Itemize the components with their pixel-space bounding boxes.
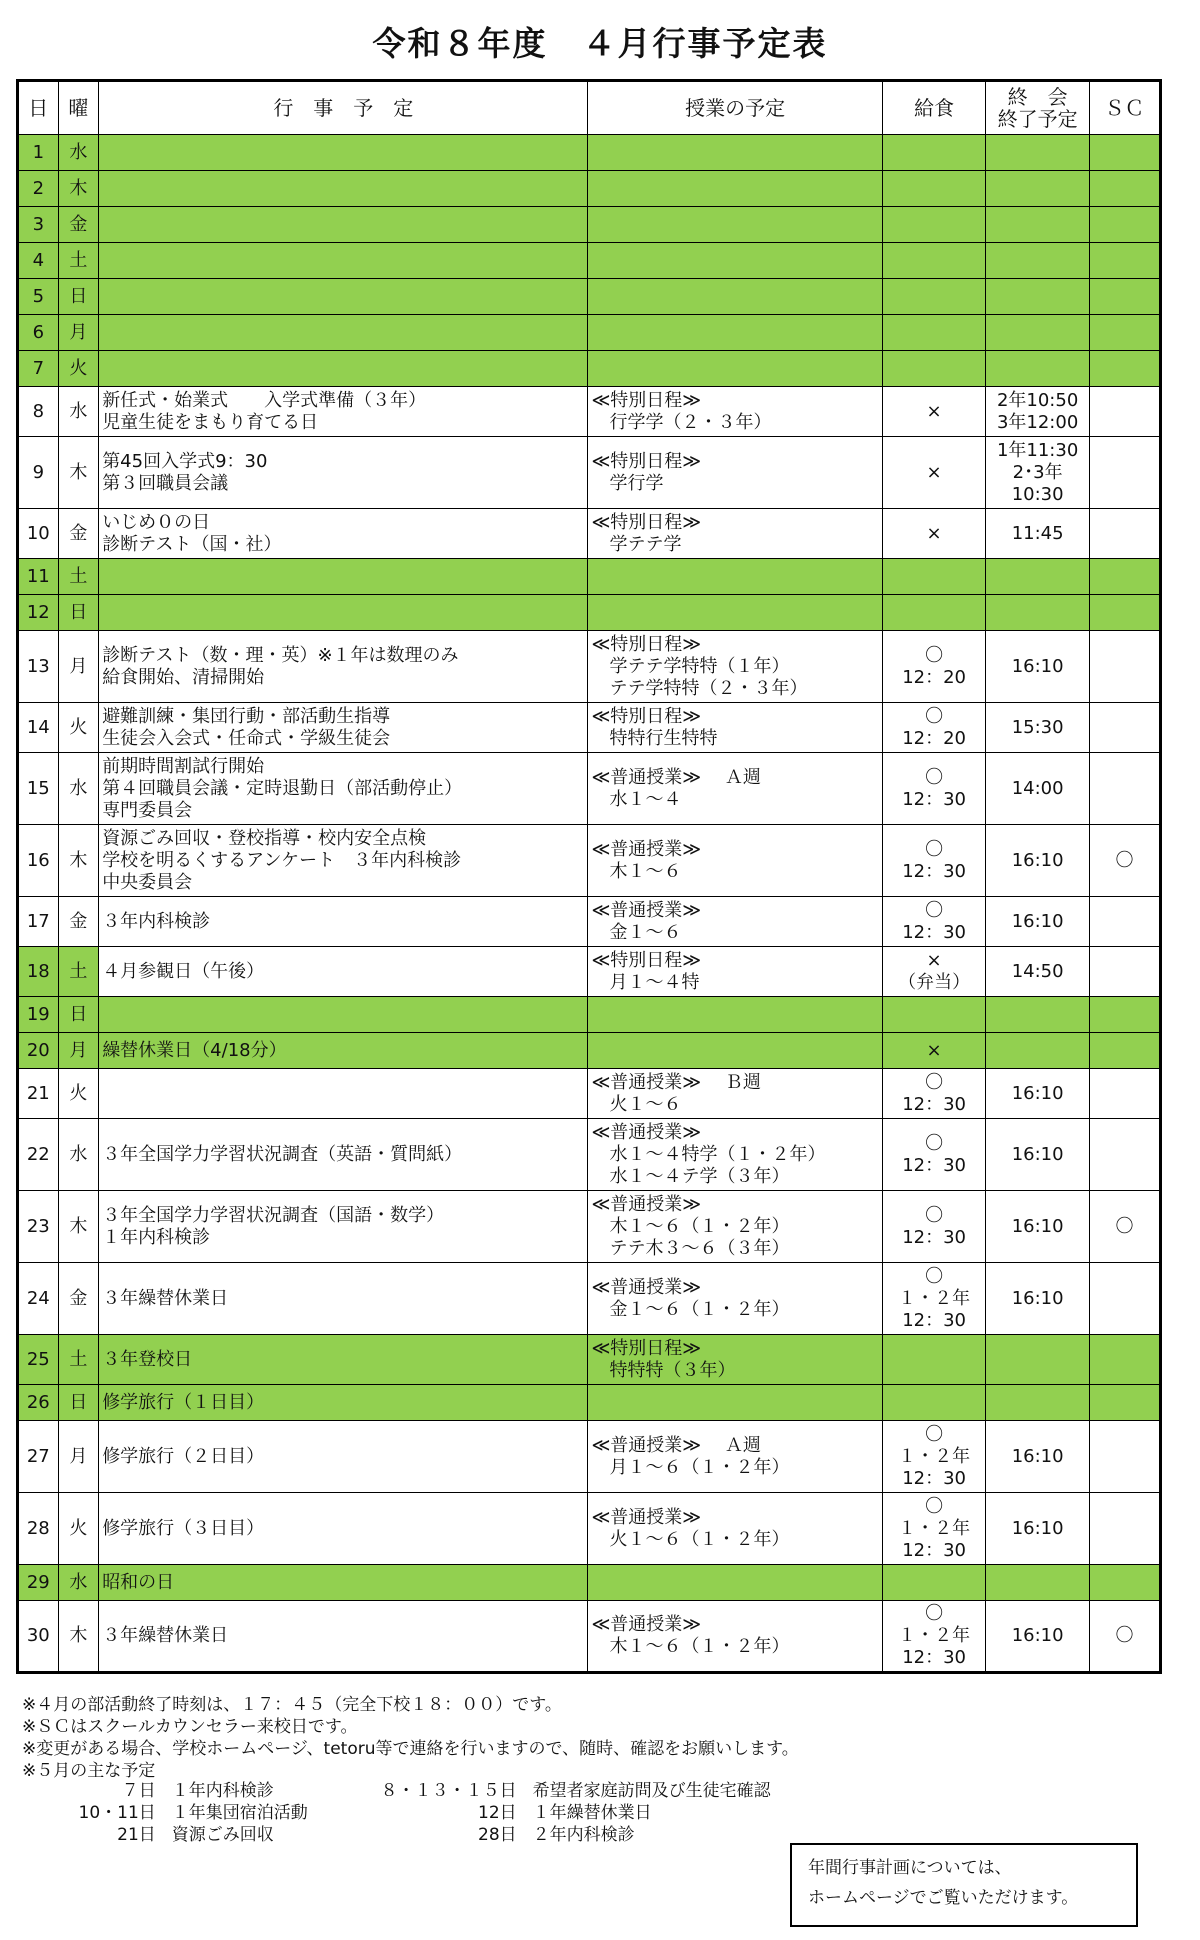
row-classes: ≪特別日程≫ 特特特（３年） bbox=[588, 1335, 882, 1385]
row-day: 5 bbox=[18, 279, 59, 315]
row-lunch: 〇 12：30 bbox=[882, 1119, 986, 1191]
row-day: 8 bbox=[18, 387, 59, 437]
row-day: 9 bbox=[18, 437, 59, 509]
row-end-time bbox=[986, 1565, 1090, 1601]
plan-text: １年繰替休業日 bbox=[532, 1803, 652, 1823]
row-weekday: 火 bbox=[58, 1493, 99, 1565]
row-weekday: 日 bbox=[58, 279, 99, 315]
info-line: ホームページでご覧いただけます。 bbox=[808, 1888, 1079, 1908]
table-row bbox=[18, 1385, 1161, 1421]
table-row bbox=[18, 897, 1161, 947]
may-plan-row bbox=[60, 1824, 820, 1846]
row-classes: ≪普通授業≫ 金１～６（１・２年） bbox=[588, 1263, 882, 1335]
row-events: 前期時間割試行開始 第４回職員会議・定時退勤日（部活動停止） 専門委員会 bbox=[99, 753, 588, 825]
row-weekday: 土 bbox=[58, 243, 99, 279]
row-lunch: 〇 １・２年 12：30 bbox=[882, 1263, 986, 1335]
row-sc bbox=[1089, 997, 1160, 1033]
table-row bbox=[18, 1069, 1161, 1119]
header-end-time bbox=[986, 81, 1090, 135]
row-end-time bbox=[986, 1033, 1090, 1069]
table-row bbox=[18, 387, 1161, 437]
row-sc bbox=[1089, 387, 1160, 437]
row-sc bbox=[1089, 1493, 1160, 1565]
row-day: 28 bbox=[18, 1493, 59, 1565]
row-classes: ≪普通授業≫ 木１～６ bbox=[588, 825, 882, 897]
row-classes bbox=[588, 1033, 882, 1069]
row-lunch: 〇 12：30 bbox=[882, 1191, 986, 1263]
row-sc bbox=[1089, 351, 1160, 387]
row-classes bbox=[588, 207, 882, 243]
row-sc bbox=[1089, 753, 1160, 825]
row-classes bbox=[588, 243, 882, 279]
row-events: ３年繰替休業日 bbox=[99, 1601, 588, 1673]
row-day: 25 bbox=[18, 1335, 59, 1385]
row-events: 新任式・始業式 入学式準備（３年） 児童生徒をまもり育てる日 bbox=[99, 387, 588, 437]
row-sc bbox=[1089, 1335, 1160, 1385]
row-end-time bbox=[986, 315, 1090, 351]
row-end-time bbox=[986, 135, 1090, 171]
header-end-time-label: 終 会 終了予定 bbox=[997, 85, 1078, 131]
row-events: ３年繰替休業日 bbox=[99, 1263, 588, 1335]
row-end-time: 16:10 bbox=[986, 631, 1090, 703]
row-day: 18 bbox=[18, 947, 59, 997]
row-classes bbox=[588, 351, 882, 387]
row-sc bbox=[1089, 315, 1160, 351]
row-end-time bbox=[986, 595, 1090, 631]
row-classes bbox=[588, 1385, 882, 1421]
row-events: 第45回入学式9：30 第３回職員会議 bbox=[99, 437, 588, 509]
row-classes bbox=[588, 279, 882, 315]
row-events: 資源ごみ回収・登校指導・校内安全点検 学校を明るくするアンケート ３年内科検診 中央委員会 bbox=[99, 825, 588, 897]
row-sc bbox=[1089, 1033, 1160, 1069]
row-sc bbox=[1089, 1421, 1160, 1493]
table-row bbox=[18, 509, 1161, 559]
may-plan-row bbox=[60, 1802, 820, 1824]
row-lunch bbox=[882, 243, 986, 279]
row-end-time bbox=[986, 207, 1090, 243]
row-sc bbox=[1089, 559, 1160, 595]
row-weekday: 水 bbox=[58, 753, 99, 825]
row-day: 19 bbox=[18, 997, 59, 1033]
row-weekday: 木 bbox=[58, 171, 99, 207]
row-sc: 〇 bbox=[1089, 825, 1160, 897]
row-classes: ≪特別日程≫ 月１～４特 bbox=[588, 947, 882, 997]
row-classes bbox=[588, 135, 882, 171]
row-events: いじめ０の日 診断テスト（国・社） bbox=[99, 509, 588, 559]
row-end-time: 11:45 bbox=[986, 509, 1090, 559]
row-lunch bbox=[882, 351, 986, 387]
row-sc bbox=[1089, 897, 1160, 947]
row-weekday: 日 bbox=[58, 595, 99, 631]
row-end-time: 16:10 bbox=[986, 1493, 1090, 1565]
row-classes bbox=[588, 595, 882, 631]
row-end-time: 14:50 bbox=[986, 947, 1090, 997]
table-row bbox=[18, 1033, 1161, 1069]
table-row bbox=[18, 1119, 1161, 1191]
row-classes: ≪普通授業≫ 木１～６（１・２年） bbox=[588, 1601, 882, 1673]
row-weekday: 火 bbox=[58, 703, 99, 753]
row-weekday: 土 bbox=[58, 559, 99, 595]
row-events bbox=[99, 559, 588, 595]
row-lunch: × bbox=[882, 509, 986, 559]
row-classes: ≪特別日程≫ 特特行生特特 bbox=[588, 703, 882, 753]
row-lunch: 〇 １・２年 12：30 bbox=[882, 1601, 986, 1673]
row-day: 22 bbox=[18, 1119, 59, 1191]
row-classes: ≪特別日程≫ 学テテ学 bbox=[588, 509, 882, 559]
row-weekday: 土 bbox=[58, 1335, 99, 1385]
row-classes: ≪普通授業≫ 木１～６（１・２年） テテ木３～６（３年） bbox=[588, 1191, 882, 1263]
table-row bbox=[18, 207, 1161, 243]
row-weekday: 金 bbox=[58, 207, 99, 243]
row-day: 17 bbox=[18, 897, 59, 947]
row-lunch: 〇 12：30 bbox=[882, 825, 986, 897]
row-sc bbox=[1089, 947, 1160, 997]
table-row bbox=[18, 1421, 1161, 1493]
plan-date: ７日 bbox=[121, 1781, 156, 1801]
plan-text: ２年内科検診 bbox=[532, 1825, 635, 1845]
row-day: 27 bbox=[18, 1421, 59, 1493]
row-sc bbox=[1089, 437, 1160, 509]
table-row bbox=[18, 947, 1161, 997]
row-weekday: 木 bbox=[58, 1601, 99, 1673]
row-day: 24 bbox=[18, 1263, 59, 1335]
row-sc bbox=[1089, 243, 1160, 279]
row-events bbox=[99, 279, 588, 315]
row-weekday: 金 bbox=[58, 1263, 99, 1335]
row-weekday: 金 bbox=[58, 509, 99, 559]
header-classes: 授業の予定 bbox=[588, 81, 882, 135]
row-lunch: 〇 12：20 bbox=[882, 703, 986, 753]
table-row bbox=[18, 997, 1161, 1033]
row-lunch bbox=[882, 1385, 986, 1421]
row-sc bbox=[1089, 631, 1160, 703]
row-end-time: 15:30 bbox=[986, 703, 1090, 753]
row-end-time: 16:10 bbox=[986, 1601, 1090, 1673]
row-events bbox=[99, 315, 588, 351]
row-sc bbox=[1089, 595, 1160, 631]
row-events: ３年全国学力学習状況調査（英語・質問紙） bbox=[99, 1119, 588, 1191]
header-events: 行 事 予 定 bbox=[99, 81, 588, 135]
row-weekday: 木 bbox=[58, 825, 99, 897]
row-day: 6 bbox=[18, 315, 59, 351]
schedule-table bbox=[16, 79, 1162, 1674]
row-sc: 〇 bbox=[1089, 1601, 1160, 1673]
note-line: ※変更がある場合、学校ホームページ、tetoru等で連絡を行いますので、随時、確認をお願いします。 bbox=[22, 1739, 799, 1759]
row-lunch bbox=[882, 595, 986, 631]
plan-text: １年内科検診 bbox=[171, 1781, 274, 1801]
row-day: 2 bbox=[18, 171, 59, 207]
note-line: ※４月の部活動終了時刻は、１７：４５（完全下校１８：００）です。 bbox=[22, 1695, 562, 1715]
row-classes: ≪普通授業≫ Ｂ週 火１～６ bbox=[588, 1069, 882, 1119]
row-lunch: 〇 １・２年 12：30 bbox=[882, 1421, 986, 1493]
row-end-time bbox=[986, 1335, 1090, 1385]
note-line: ※５月の主な予定 bbox=[22, 1761, 156, 1781]
table-row bbox=[18, 437, 1161, 509]
row-classes: ≪特別日程≫ 学行学 bbox=[588, 437, 882, 509]
row-day: 29 bbox=[18, 1565, 59, 1601]
row-end-time bbox=[986, 243, 1090, 279]
row-classes: ≪普通授業≫ Ａ週 水１～４ bbox=[588, 753, 882, 825]
row-weekday: 月 bbox=[58, 1033, 99, 1069]
row-sc bbox=[1089, 1069, 1160, 1119]
table-row bbox=[18, 135, 1161, 171]
row-weekday: 木 bbox=[58, 437, 99, 509]
table-row bbox=[18, 1493, 1161, 1565]
page-title: 令和８年度 ４月行事予定表 bbox=[372, 24, 828, 63]
row-weekday: 月 bbox=[58, 1421, 99, 1493]
row-weekday: 月 bbox=[58, 631, 99, 703]
row-lunch: 〇 12：30 bbox=[882, 897, 986, 947]
table-row bbox=[18, 825, 1161, 897]
row-end-time bbox=[986, 1385, 1090, 1421]
row-classes: ≪普通授業≫ Ａ週 月１～６（１・２年） bbox=[588, 1421, 882, 1493]
plan-text: 希望者家庭訪問及び生徒宅確認 bbox=[532, 1781, 771, 1801]
row-classes: ≪普通授業≫ 金１～６ bbox=[588, 897, 882, 947]
table-header-row bbox=[18, 81, 1161, 135]
table-row bbox=[18, 171, 1161, 207]
row-day: 23 bbox=[18, 1191, 59, 1263]
row-end-time: 16:10 bbox=[986, 1069, 1090, 1119]
row-day: 30 bbox=[18, 1601, 59, 1673]
plan-date: 21日 bbox=[117, 1825, 156, 1845]
row-lunch: 〇 １・２年 12：30 bbox=[882, 1493, 986, 1565]
plan-date: 10・11日 bbox=[78, 1803, 156, 1823]
header-weekday: 曜 bbox=[58, 81, 99, 135]
table-row bbox=[18, 279, 1161, 315]
row-end-time: 1年11:30 2･3年 10:30 bbox=[986, 437, 1090, 509]
row-lunch: 〇 12：30 bbox=[882, 753, 986, 825]
table-row bbox=[18, 243, 1161, 279]
may-plan-row bbox=[60, 1780, 820, 1802]
row-events bbox=[99, 595, 588, 631]
row-events bbox=[99, 171, 588, 207]
row-end-time bbox=[986, 279, 1090, 315]
row-day: 3 bbox=[18, 207, 59, 243]
row-weekday: 水 bbox=[58, 1119, 99, 1191]
table-row bbox=[18, 559, 1161, 595]
header-sc: ＳＣ bbox=[1089, 81, 1160, 135]
row-day: 21 bbox=[18, 1069, 59, 1119]
row-events: 診断テスト（数・理・英）※１年は数理のみ 給食開始、清掃開始 bbox=[99, 631, 588, 703]
row-day: 14 bbox=[18, 703, 59, 753]
row-weekday: 水 bbox=[58, 135, 99, 171]
row-classes: ≪特別日程≫ 行学学（２・３年） bbox=[588, 387, 882, 437]
row-day: 26 bbox=[18, 1385, 59, 1421]
row-weekday: 土 bbox=[58, 947, 99, 997]
row-events: 繰替休業日（4/18分） bbox=[99, 1033, 588, 1069]
header-day: 日 bbox=[18, 81, 59, 135]
table-row bbox=[18, 1263, 1161, 1335]
plan-text: １年集団宿泊活動 bbox=[171, 1803, 308, 1823]
plan-date: ８・１３・１５日 bbox=[380, 1781, 517, 1801]
row-end-time bbox=[986, 351, 1090, 387]
row-events: ３年内科検診 bbox=[99, 897, 588, 947]
row-weekday: 水 bbox=[58, 387, 99, 437]
row-classes bbox=[588, 997, 882, 1033]
row-day: 16 bbox=[18, 825, 59, 897]
homepage-info-box bbox=[790, 1843, 1138, 1927]
row-day: 20 bbox=[18, 1033, 59, 1069]
row-lunch bbox=[882, 279, 986, 315]
row-weekday: 月 bbox=[58, 315, 99, 351]
may-plans bbox=[60, 1780, 820, 1846]
row-end-time: 16:10 bbox=[986, 1119, 1090, 1191]
row-sc bbox=[1089, 279, 1160, 315]
row-weekday: 木 bbox=[58, 1191, 99, 1263]
row-sc bbox=[1089, 135, 1160, 171]
row-sc bbox=[1089, 207, 1160, 243]
row-sc bbox=[1089, 703, 1160, 753]
row-weekday: 火 bbox=[58, 1069, 99, 1119]
notes bbox=[22, 1694, 802, 1782]
row-events: 昭和の日 bbox=[99, 1565, 588, 1601]
row-classes bbox=[588, 1565, 882, 1601]
row-classes: ≪特別日程≫ 学テテ学特特（１年） テテ学特特（２・３年） bbox=[588, 631, 882, 703]
table-row bbox=[18, 1601, 1161, 1673]
row-events: 修学旅行（１日目） bbox=[99, 1385, 588, 1421]
row-day: 13 bbox=[18, 631, 59, 703]
row-sc bbox=[1089, 1263, 1160, 1335]
row-classes bbox=[588, 315, 882, 351]
row-lunch bbox=[882, 559, 986, 595]
row-end-time: 16:10 bbox=[986, 1191, 1090, 1263]
row-events bbox=[99, 1069, 588, 1119]
row-end-time: 16:10 bbox=[986, 825, 1090, 897]
row-events: 避難訓練・集団行動・部活動生指導 生徒会入会式・任命式・学級生徒会 bbox=[99, 703, 588, 753]
row-sc bbox=[1089, 1385, 1160, 1421]
header-lunch: 給食 bbox=[882, 81, 986, 135]
row-end-time bbox=[986, 171, 1090, 207]
table-row bbox=[18, 703, 1161, 753]
table-row bbox=[18, 631, 1161, 703]
row-events bbox=[99, 207, 588, 243]
row-lunch bbox=[882, 1335, 986, 1385]
row-day: 4 bbox=[18, 243, 59, 279]
row-events bbox=[99, 997, 588, 1033]
row-lunch: × bbox=[882, 1033, 986, 1069]
table-row bbox=[18, 595, 1161, 631]
info-line: 年間行事計画については、 bbox=[808, 1858, 1012, 1878]
row-end-time: 16:10 bbox=[986, 897, 1090, 947]
row-day: 10 bbox=[18, 509, 59, 559]
row-events: ３年全国学力学習状況調査（国語・数学） １年内科検診 bbox=[99, 1191, 588, 1263]
table-row bbox=[18, 1565, 1161, 1601]
row-lunch bbox=[882, 1565, 986, 1601]
row-sc: 〇 bbox=[1089, 1191, 1160, 1263]
row-classes: ≪普通授業≫ 火１～６（１・２年） bbox=[588, 1493, 882, 1565]
row-end-time: 16:10 bbox=[986, 1263, 1090, 1335]
row-day: 15 bbox=[18, 753, 59, 825]
row-weekday: 水 bbox=[58, 1565, 99, 1601]
row-lunch bbox=[882, 171, 986, 207]
row-events bbox=[99, 135, 588, 171]
table-row bbox=[18, 351, 1161, 387]
note-line: ※ＳＣはスクールカウンセラー来校日です。 bbox=[22, 1717, 358, 1737]
row-end-time bbox=[986, 559, 1090, 595]
row-sc bbox=[1089, 1119, 1160, 1191]
row-weekday: 金 bbox=[58, 897, 99, 947]
row-lunch: × bbox=[882, 437, 986, 509]
row-events bbox=[99, 351, 588, 387]
row-events: 修学旅行（３日目） bbox=[99, 1493, 588, 1565]
row-weekday: 日 bbox=[58, 997, 99, 1033]
row-events bbox=[99, 243, 588, 279]
plan-date: 28日 bbox=[478, 1825, 517, 1845]
row-day: 12 bbox=[18, 595, 59, 631]
row-classes bbox=[588, 559, 882, 595]
table-row bbox=[18, 1191, 1161, 1263]
row-weekday: 火 bbox=[58, 351, 99, 387]
row-lunch bbox=[882, 997, 986, 1033]
row-lunch: × bbox=[882, 387, 986, 437]
row-day: 7 bbox=[18, 351, 59, 387]
row-events: ４月参観日（午後） bbox=[99, 947, 588, 997]
row-weekday: 日 bbox=[58, 1385, 99, 1421]
row-sc bbox=[1089, 171, 1160, 207]
row-end-time bbox=[986, 997, 1090, 1033]
row-classes: ≪普通授業≫ 水１～４特学（１・２年） 水１～４テ学（３年） bbox=[588, 1119, 882, 1191]
row-sc bbox=[1089, 509, 1160, 559]
row-lunch: 〇 12：20 bbox=[882, 631, 986, 703]
row-day: 1 bbox=[18, 135, 59, 171]
row-lunch bbox=[882, 207, 986, 243]
table-row bbox=[18, 753, 1161, 825]
row-classes bbox=[588, 171, 882, 207]
plan-text: 資源ごみ回収 bbox=[171, 1825, 274, 1845]
table-row bbox=[18, 315, 1161, 351]
table-row bbox=[18, 1335, 1161, 1385]
row-lunch bbox=[882, 135, 986, 171]
row-end-time: 14:00 bbox=[986, 753, 1090, 825]
row-end-time: 16:10 bbox=[986, 1421, 1090, 1493]
row-lunch: 〇 12：30 bbox=[882, 1069, 986, 1119]
row-lunch: × （弁当） bbox=[882, 947, 986, 997]
row-day: 11 bbox=[18, 559, 59, 595]
plan-date: 12日 bbox=[478, 1803, 517, 1823]
row-sc bbox=[1089, 1565, 1160, 1601]
row-end-time: 2年10:50 3年12:00 bbox=[986, 387, 1090, 437]
row-events: 修学旅行（２日目） bbox=[99, 1421, 588, 1493]
row-lunch bbox=[882, 315, 986, 351]
row-events: ３年登校日 bbox=[99, 1335, 588, 1385]
